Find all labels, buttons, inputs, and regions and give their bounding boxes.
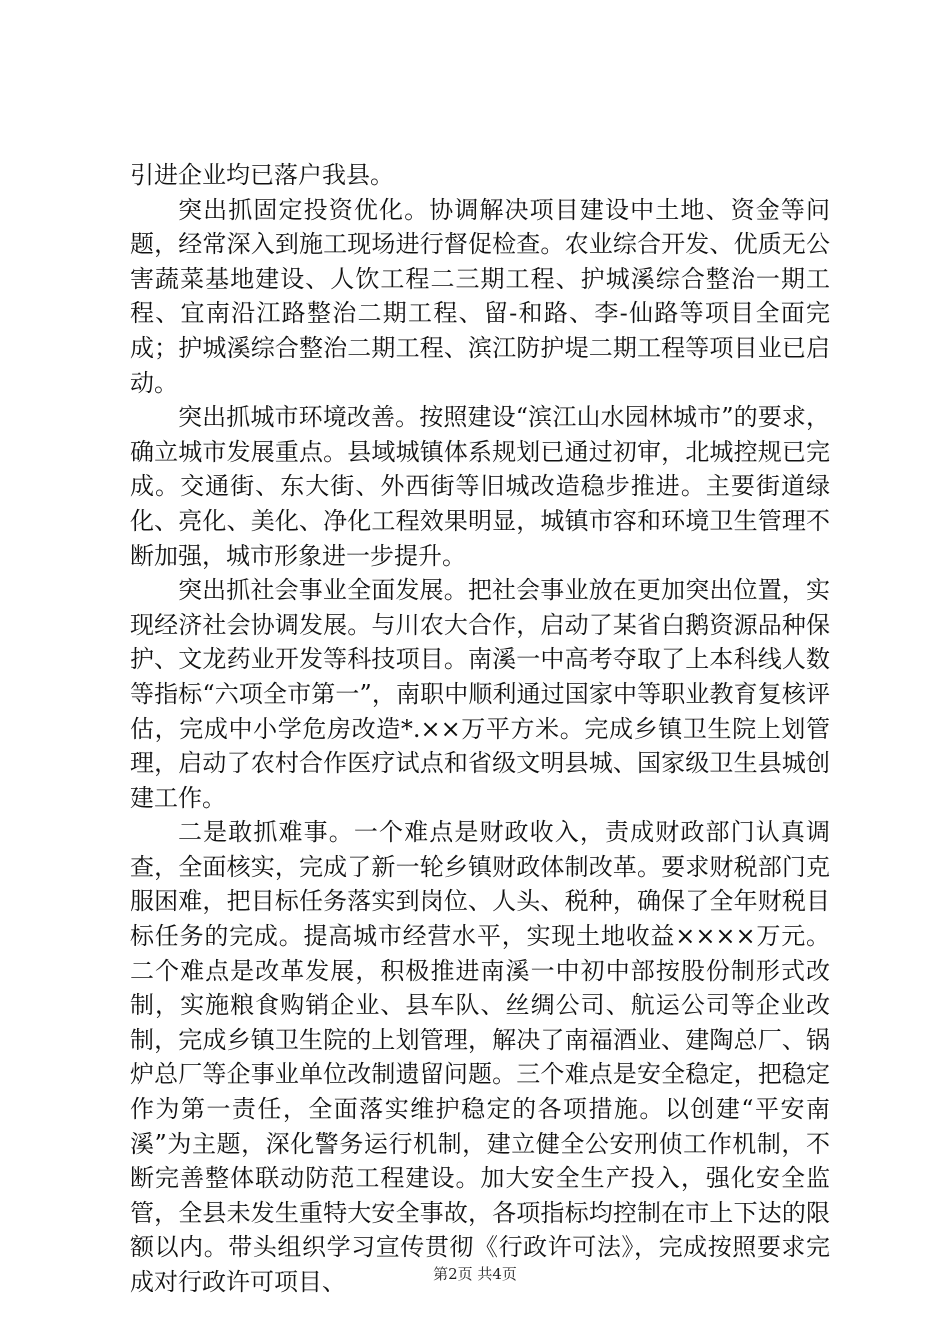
paragraph-2: 突出抓固定投资优化。协调解决项目建设中土地、资金等问题，经常深入到施工现场进行督促检查。农业综合开发、优质无公害蔬菜基地建设、人饮工程二三期工程、护城溪综合整治一期工程、宜南沿江路整治二期工程、留-和路、李-仙路等项目全面完成；护城溪综合整治二期工程、滨江防护堤二期工程等项目业已启动。 [130,195,830,397]
page-number-footer: 第2页 共4页 [433,1265,517,1283]
paragraph-4: 突出抓社会事业全面发展。把社会事业放在更加突出位置，实现经济社会协调发展。与川农大合作，启动了某省白鹅资源品种保护、文龙药业开发等科技项目。南溪一中高考夺取了上本科线人数等指标“六项全市第一”，南职中顺利通过国家中等职业教育复核评估，完成中小学危房改造*.××万平方米。完成乡镇卫生院上划管理，启动了农村合作医疗试点和省级文明县城、国家级卫生县城创建工作。 [130,576,830,812]
paragraph-1: 引进企业均已落户我县。 [130,161,394,189]
paragraph-3: 突出抓城市环境改善。按照建设“滨江山水园林城市”的要求，确立城市发展重点。县域城镇体系规划已通过初审，北城控规已完成。交通街、东大街、外西街等旧城改造稳步推进。主要街道绿化、亮化、美化、净化工程效果明显，城镇市容和环境卫生管理不断加强，城市形象进一步提升。 [130,403,830,570]
paragraph-5: 二是敢抓难事。一个难点是财政收入，责成财政部门认真调查，全面核实，完成了新一轮乡镇财政体制改革。要求财税部门克服困难，把目标任务落实到岗位、人头、税种，确保了全年财税目标任务的完成。提高城市经营水平，实现土地收益××××万元。二个难点是改革发展，积极推进南溪一中初中部按股份制形式改制，实施粮食购销企业、县车队、丝绸公司、航运公司等企业改制，完成乡镇卫生院的上划管理，解决了南福酒业、建陶总厂、锅炉总厂等企事业单位改制遗留问题。三个难点是安全稳定，把稳定作为第一责任，全面落实维护稳定的各项措施。以创建“平安南溪”为主题，深化警务运行机制，建立健全公安刑侦工作机制，不断完善整体联动防范工程建设。加大安全生产投入，强化安全监管，全县未发生重特大安全事故，各项指标均控制在市上下达的限额以内。带头组织学习宣传贯彻《行政许可法》，完成按照要求完成对行政许可项目、 [130,818,830,1296]
document-body [130,158,830,1300]
